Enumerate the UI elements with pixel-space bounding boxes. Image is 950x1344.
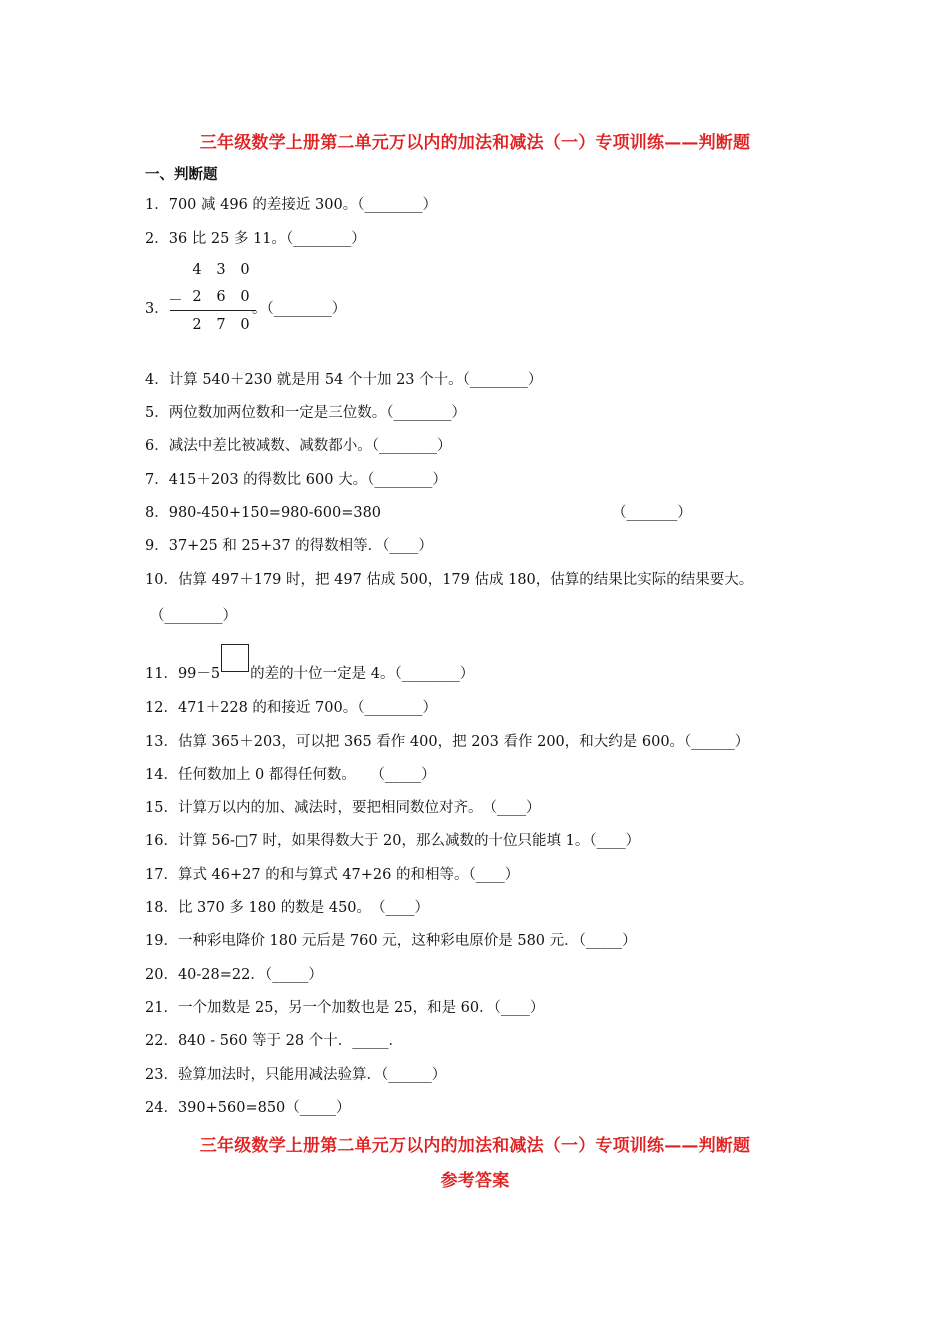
question-15: 15．计算万以内的加、减法时，要把相同数位对齐。 （____） [145,800,541,816]
question-19: 19．一种彩电降价 180 元后是 760 元，这种彩电原价是 580 元．（_____） [145,933,637,949]
digit: 4 [192,262,202,278]
digit: 0 [240,317,250,333]
question-6: 6．减法中差比被减数、减数都小。（________） [145,438,452,454]
digit: 2 [192,317,202,333]
section-heading: 一、判断题 [145,167,218,183]
question-5: 5．两位数加两位数和一定是三位数。（________） [145,405,466,421]
question-18: 18．比 370 多 180 的数是 450。 （____） [145,900,430,916]
question-4: 4．计算 540＋230 就是用 54 个十加 23 个十。（________） [145,372,543,388]
subtrahend-row [168,289,256,307]
question-21: 21．一个加数是 25，另一个加数也是 25，和是 60．（____） [145,1000,545,1016]
question-11 [145,654,474,683]
question-2: 2．36 比 25 多 11。（________） [145,231,366,247]
question-8: 8．980-450+150=980-600=380 [145,505,382,521]
digit: 0 [240,289,250,305]
question-16: 16．计算 56-□7 时，如果得数大于 20，那么减数的十位只能填 1。（____） [145,833,641,849]
sum-line [170,310,256,311]
answer-subtitle: 参考答案 [440,1171,510,1191]
answer-box [221,644,249,672]
question-8-blank: （_______） [612,505,692,521]
answer-title: 三年级数学上册第二单元万以内的加法和减法（一）专项训练——判断题 [199,1136,751,1156]
question-9: 9．37+25 和 25+37 的得数相等．（____） [145,538,433,554]
minuend-row [168,262,256,280]
question-17: 17．算式 46+27 的和与算式 47+26 的和相等。（____） [145,867,520,883]
digit: 7 [216,317,226,333]
question-20: 20．40-28=22．（_____） [145,967,323,983]
difference-row [168,317,256,335]
question-3-number: 3． [145,301,169,317]
question-11-post: 的差的十位一定是 4。（________） [250,666,475,682]
question-22: 22．840 - 560 等于 28 个十．_____． [145,1033,403,1049]
question-11-pre: 11．99－5 [145,666,221,682]
question-10: 10．估算 497＋179 时，把 497 估成 500，179 估成 180，估算的结果比实际的结果要大。 [145,572,754,588]
minus-sign: － [168,293,183,309]
question-10-blank: （________） [150,608,237,624]
question-13: 13．估算 365＋203，可以把 365 看作 400，把 203 看作 200，和大约是 600。（______） [145,734,750,750]
question-23: 23．验算加法时，只能用减法验算．（______） [145,1067,447,1083]
question-14: 14．任何数加上 0 都得任何数。 （_____） [145,767,436,783]
digit: 0 [240,262,250,278]
question-1: 1．700 减 496 的差接近 300。（________） [145,197,437,213]
digit: 6 [216,289,226,305]
page-title: 三年级数学上册第二单元万以内的加法和减法（一）专项训练——判断题 [199,133,751,153]
digit: 3 [216,262,226,278]
question-7: 7．415＋203 的得数比 600 大。（________） [145,472,447,488]
question-12: 12．471＋228 的和接近 700。（________） [145,700,437,716]
question-24: 24．390+560=850（_____） [145,1100,351,1116]
question-3-tail: 。（________） [252,301,347,317]
digit: 2 [192,289,202,305]
